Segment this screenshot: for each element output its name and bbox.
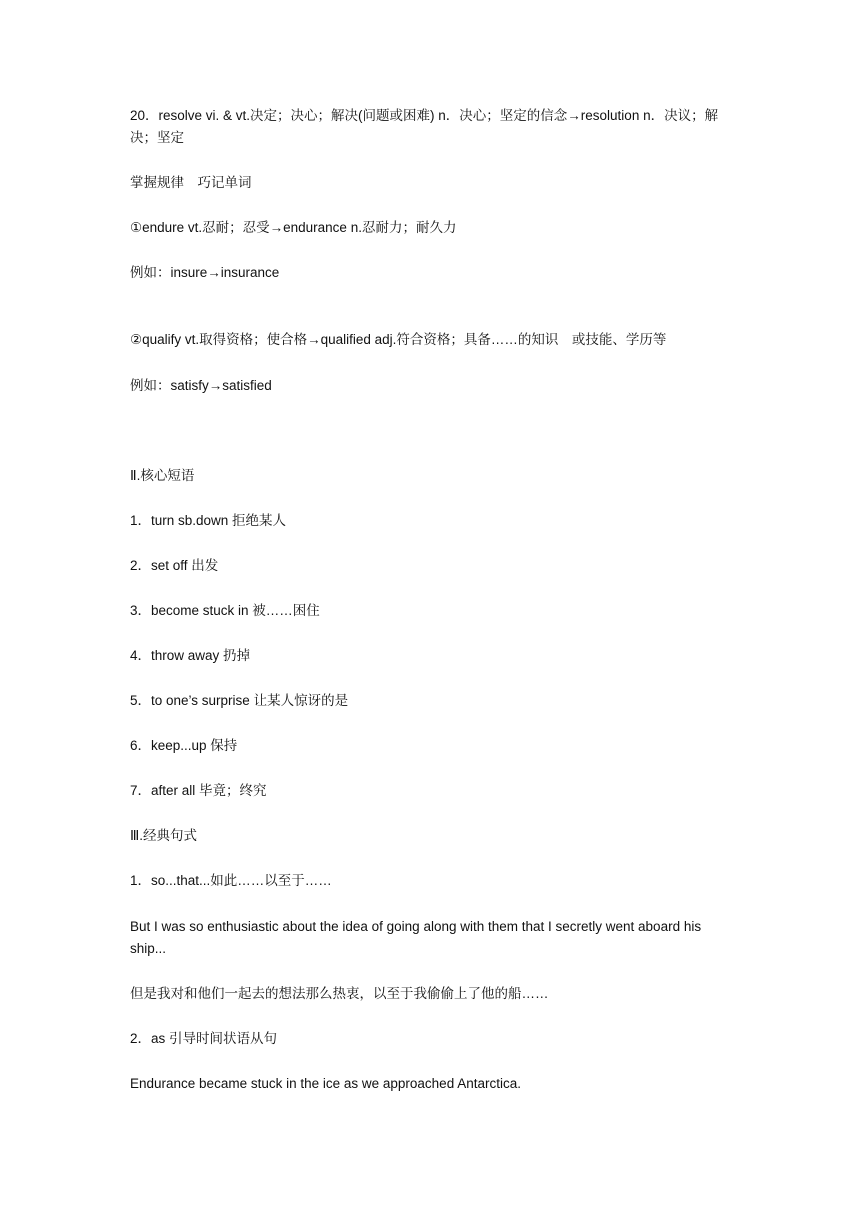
sentences-heading: Ⅲ.经典句式 [130,828,198,843]
sentence-1-chinese: 但是我对和他们一起去的想法那么热衷，以至于我偷偷上了他的船…… [130,986,549,1001]
phrase-item: 4．throw away 扔掉 [130,648,251,663]
phrases-heading: Ⅱ.核心短语 [130,468,195,483]
vocab-example-2: 例如：satisfy→satisfied [130,378,272,393]
vocab-rule-heading: 掌握规律 巧记单词 [130,175,252,190]
phrase-item: 6．keep...up 保持 [130,738,238,753]
sentence-2-english: Endurance became stuck in the ice as we approached Antarctica. [130,1076,521,1091]
vocab-example-1: 例如：insure→insurance [130,265,280,280]
phrase-item: 5．to one’s surprise 让某人惊讶的是 [130,693,349,708]
phrase-item: 1．turn sb.down 拒绝某人 [130,513,287,528]
phrase-item: 3．become stuck in 被……困住 [130,603,320,618]
vocab-rule-1: ①endure vt.忍耐；忍受→endurance n.忍耐力；耐久力 [130,220,457,235]
sentence-2-title: 2．as 引导时间状语从句 [130,1031,278,1046]
sentence-1-title: 1．so...that...如此……以至于…… [130,873,332,888]
sentence-1-english: But I was so enthusiastic about the idea of going along with them that I secretly went aboard his ship... [130,919,702,956]
phrase-item: 7．after all 毕竟；终究 [130,783,267,798]
vocab-rule-2: ②qualify vt.取得资格；使合格→qualified adj.符合资格；具备……的知识 或技能、学历等 [130,332,667,347]
phrase-item: 2．set off 出发 [130,558,219,573]
vocab-item-20: 20．resolve vi. & vt.决定；决心；解决(问题或困难) n．决心；坚定的信念→resolution n．决议；解决；坚定 [130,108,719,145]
